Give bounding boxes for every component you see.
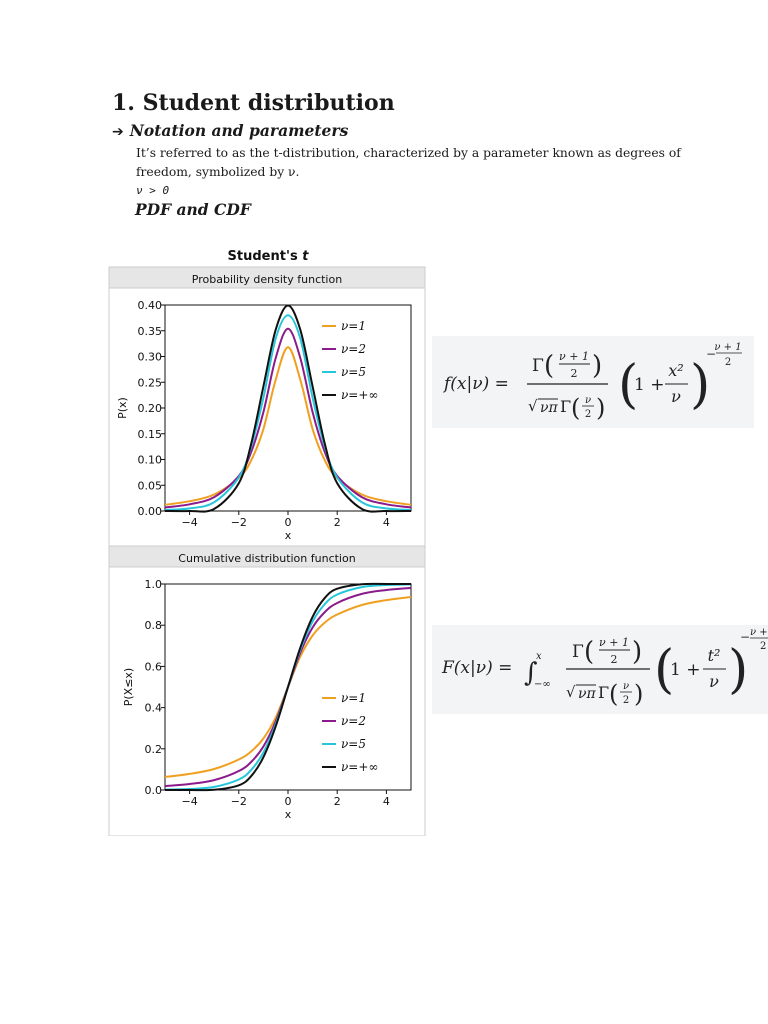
cdf-frac-den: ν: [709, 672, 719, 691]
x-axis-label: x: [284, 529, 292, 542]
y-tick-label: 0.6: [144, 660, 162, 674]
pdf-gamma-bot: Γ: [560, 397, 572, 416]
pdf-lhs: f(x|ν) =: [444, 374, 509, 394]
cdf-big-paren-l: (: [654, 640, 675, 700]
cdf-num-top: ν + 1: [599, 636, 629, 649]
y-tick-label: 0.20: [137, 402, 162, 415]
legend-label: ν=+∞: [341, 760, 379, 774]
student-t-figure: [0, 236, 440, 836]
pdf-num-two: 2: [570, 367, 578, 380]
pdf-paren-l1: (: [544, 351, 555, 381]
y-tick-label: 0.05: [137, 479, 162, 493]
subheading-text: Notation and parameters: [129, 121, 349, 140]
cdf-lower: −∞: [534, 679, 551, 690]
pdf-frac-num: x²: [668, 361, 684, 380]
y-tick-label: 0.40: [137, 299, 162, 312]
x-tick-label: 2: [333, 516, 341, 529]
x-tick-label: 0: [284, 516, 292, 529]
cdf-frac-num: t²: [707, 646, 721, 665]
cdf-paren-r2: ): [634, 680, 644, 708]
cdf-sqrt-icon: √: [566, 683, 576, 701]
sqrt-icon: √: [528, 397, 538, 415]
y-tick-label: 0.0: [144, 784, 162, 797]
pdf-cdf-heading: PDF and CDF: [135, 200, 251, 219]
pdf-big-paren-r: ): [690, 355, 711, 415]
legend-label: ν=5: [341, 737, 366, 751]
y-tick-label: 0.25: [137, 376, 162, 390]
legend-label: ν=2: [341, 714, 366, 728]
cdf-den-two: 2: [622, 695, 630, 706]
section-number: 1.: [112, 90, 135, 116]
parameter-constraint: ν > 0: [136, 184, 170, 197]
y-tick-label: 0.35: [137, 324, 162, 338]
cdf-formula: [432, 625, 768, 714]
y-tick-label: 0.30: [137, 350, 162, 364]
cdf-gamma-top: Γ: [572, 642, 584, 662]
cdf-num-two: 2: [610, 653, 618, 666]
body-line-2: freedom, symbolized by ν.: [136, 165, 300, 179]
cdf-den-nu: ν: [622, 681, 630, 692]
cdf-upper: x: [536, 651, 542, 662]
pdf-den-nu: ν: [584, 395, 592, 406]
figure-title: Student's t: [227, 249, 309, 264]
cdf-paren-l1: (: [584, 637, 595, 667]
y-tick-label: 1.0: [144, 578, 162, 591]
integral-icon: ∫: [524, 658, 538, 688]
cdf-exp-bot: 2: [760, 641, 767, 652]
x-tick-label: −4: [181, 516, 198, 529]
x-tick-label: 0: [284, 795, 292, 808]
pdf-den-two: 2: [584, 409, 592, 420]
pdf-paren-l2: (: [571, 394, 581, 422]
pdf-one-plus: 1 +: [634, 375, 665, 395]
pdf-big-paren-l: (: [618, 355, 639, 415]
legend-label: ν=2: [341, 342, 366, 356]
subheading: [112, 121, 348, 140]
cdf-exp-top: ν +: [750, 627, 768, 638]
y-axis-label: P(X≤x): [122, 667, 135, 707]
pdf-frac-den: ν: [671, 387, 681, 406]
y-axis-label: P(x): [116, 397, 129, 419]
y-tick-label: 0.10: [137, 453, 162, 467]
x-axis-label: x: [284, 808, 292, 821]
cdf-lhs: F(x|ν) =: [442, 658, 513, 678]
pdf-paren-r2: ): [596, 394, 606, 422]
cdf-big-paren-r: ): [728, 640, 749, 700]
x-tick-label: −4: [181, 795, 198, 808]
legend-label: ν=5: [341, 365, 366, 379]
y-tick-label: 0.4: [144, 701, 162, 715]
y-tick-label: 0.00: [137, 505, 162, 518]
pdf-exp-bot: 2: [724, 357, 732, 368]
x-tick-label: −2: [230, 516, 247, 529]
section-title-text: Student distribution: [142, 90, 395, 116]
pdf-sqrt-arg: νπ: [540, 400, 558, 416]
legend-label: ν=1: [341, 319, 366, 333]
pdf-num-top: ν + 1: [559, 350, 589, 363]
body-line-1: It’s referred to as the t-distribution, characterized by a parameter known as degrees of: [136, 146, 681, 160]
pdf-exp-minus: −: [706, 347, 717, 361]
cdf-paren-r1: ): [632, 637, 643, 667]
pdf-formula-svg: [432, 336, 754, 428]
y-tick-label: 0.15: [137, 427, 162, 441]
body-paragraph: [136, 144, 696, 182]
y-tick-label: 0.2: [144, 742, 162, 756]
x-tick-label: 4: [382, 795, 390, 808]
section-title: [112, 90, 395, 116]
legend-label: ν=+∞: [341, 388, 379, 402]
y-tick-label: 0.8: [144, 619, 162, 633]
cdf-formula-svg: [432, 625, 768, 714]
chart-title: Cumulative distribution function: [178, 552, 356, 565]
pdf-exp-top: ν + 1: [714, 342, 742, 353]
pdf-gamma-top: Γ: [532, 356, 544, 376]
cdf-exp-minus: −: [740, 630, 751, 644]
cdf-gamma-bot: Γ: [598, 683, 610, 702]
x-tick-label: −2: [230, 795, 247, 808]
pdf-formula: [432, 336, 754, 428]
arrow-icon: ➔: [112, 124, 124, 140]
x-tick-label: 4: [382, 516, 390, 529]
cdf-paren-l2: (: [609, 680, 619, 708]
pdf-paren-r1: ): [592, 351, 603, 381]
legend-label: ν=1: [341, 691, 366, 705]
chart-title: Probability density function: [191, 273, 343, 286]
cdf-one-plus: 1 +: [670, 660, 701, 680]
x-tick-label: 2: [333, 795, 341, 808]
cdf-sqrt-arg: νπ: [578, 686, 596, 702]
